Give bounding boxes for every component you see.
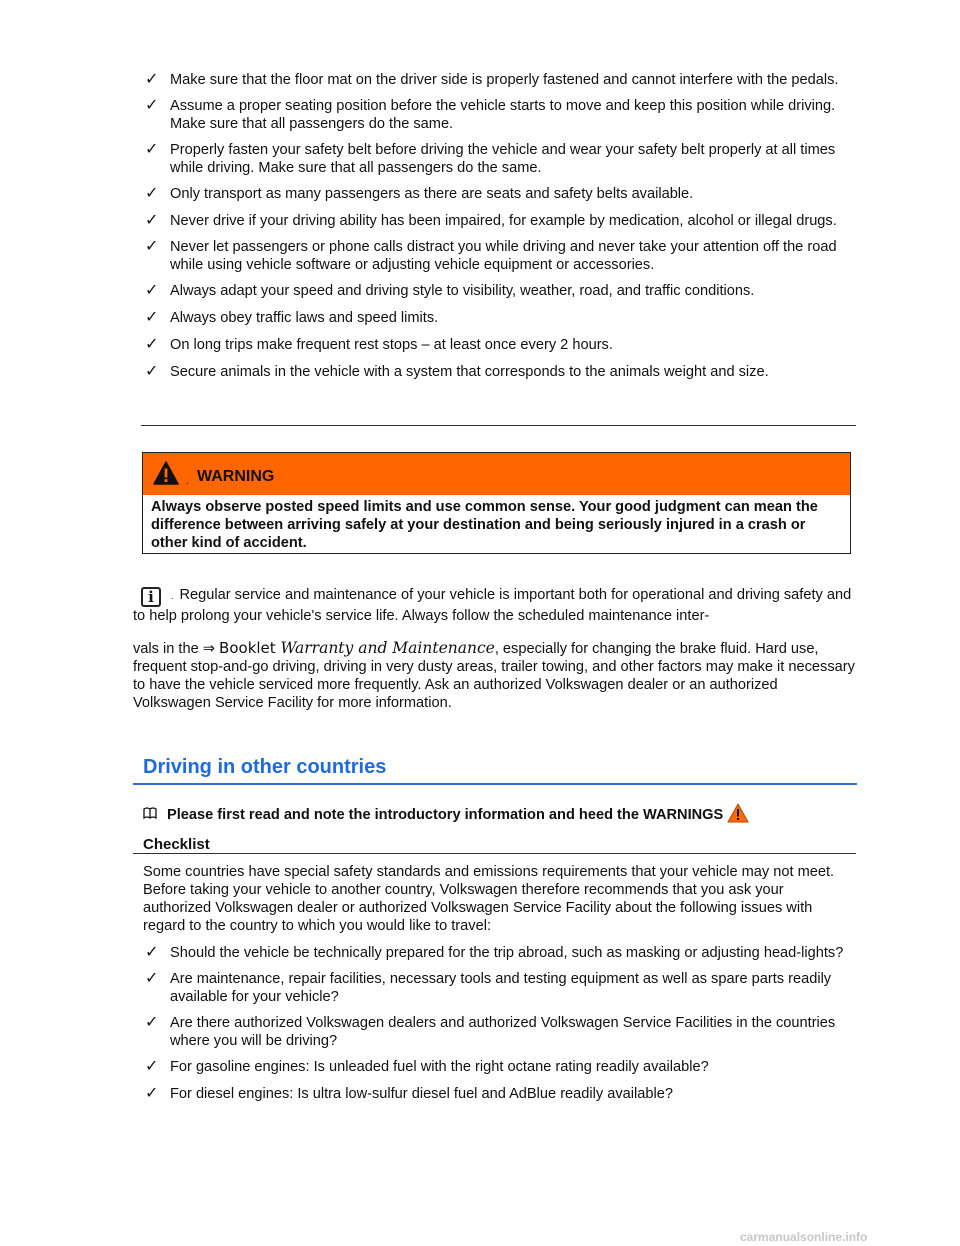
list-item-text: Never drive if your driving ability has been impaired, for example by medication, alcohol or illegal drugs. <box>170 213 837 229</box>
checkmark-icon: ✓ <box>145 363 159 380</box>
list-item-text: Only transport as many passengers as there are seats and safety belts available. <box>170 186 694 202</box>
warning-dot: . <box>186 476 189 487</box>
warning-box <box>142 452 851 554</box>
list-item <box>133 282 855 300</box>
divider <box>141 425 856 426</box>
warning-title: WARNING <box>197 468 275 485</box>
list-item <box>133 336 855 354</box>
list-item <box>133 141 855 177</box>
checkmark-icon: ✓ <box>145 1014 159 1031</box>
subheading-checklist: Checklist <box>143 836 210 853</box>
list-item-text: Assume a proper seating position before the vehicle starts to move and keep this position while driving. Make sure that all passengers do the same. <box>170 98 836 132</box>
list-item <box>133 309 855 327</box>
list-item <box>133 363 855 381</box>
note-text-1: Regular service and maintenance of your vehicle is important both for operational and driving safety and to help prolong your vehicle's service life. Always follow the scheduled maintenance inter- <box>133 587 852 624</box>
list-item-text: Make sure that the floor mat on the driver side is properly fastened and cannot interfere with the pedals. <box>170 72 839 88</box>
booklet-title[interactable]: Warranty and Maintenance <box>280 639 495 657</box>
list-item-text: On long trips make frequent rest stops – at least once every 2 hours. <box>170 337 613 353</box>
caution-triangle-icon[interactable] <box>727 803 749 823</box>
section-title: Driving in other countries <box>143 756 387 778</box>
intro-text: Please first read and note the introductory information and heed the WARNINGS <box>167 807 724 823</box>
list-item <box>133 238 855 274</box>
checkmark-icon: ✓ <box>145 970 159 987</box>
list-item-text: Are maintenance, repair facilities, necessary tools and testing equipment as well as spare parts readily available for your vehicle? <box>170 971 832 1005</box>
checkmark-icon: ✓ <box>145 141 159 158</box>
checkmark-icon: ✓ <box>145 944 159 961</box>
list-item-text: Always obey traffic laws and speed limits. <box>170 310 439 326</box>
note-text-prefix: vals in the ⇒ <box>133 641 220 657</box>
checkmark-icon: ✓ <box>145 97 159 114</box>
checkmark-icon: ✓ <box>145 1058 159 1075</box>
checkmark-icon: ✓ <box>145 185 159 202</box>
note-text-2: , especially for changing the brake fluid. Hard use, frequent stop-and-go driving, driving in very dusty areas, trailer towing, and other factors may make it necessary to have the vehicle serviced more frequently. Ask an authorized Volkswagen dealer or an authorized Volkswagen Service Facility for more information. <box>133 641 855 711</box>
list-item-text: Should the vehicle be technically prepared for the trip abroad, such as masking or adjusting head-lights? <box>170 945 844 961</box>
subhead-divider <box>133 853 856 854</box>
checkmark-icon: ✓ <box>145 212 159 229</box>
intro-line <box>143 803 857 824</box>
list-item <box>133 970 855 1006</box>
info-note <box>133 586 855 712</box>
list-item-text: Properly fasten your safety belt before driving the vehicle and wear your safety belt properly at all times while driving. Make sure that all passengers do the same. <box>170 142 836 176</box>
note-dot: . <box>171 591 174 601</box>
checkmark-icon: ✓ <box>145 309 159 326</box>
checkmark-icon: ✓ <box>145 1085 159 1102</box>
book-icon <box>143 807 157 819</box>
list-item <box>133 71 855 89</box>
checkmark-icon: ✓ <box>145 336 159 353</box>
list-item-text: For diesel engines: Is ultra low-sulfur diesel fuel and AdBlue readily available? <box>170 1086 673 1102</box>
list-item <box>133 1058 855 1076</box>
list-item <box>133 97 855 133</box>
checkmark-icon: ✓ <box>145 71 159 88</box>
list-item-text: For gasoline engines: Is unleaded fuel with the right octane rating readily available? <box>170 1059 709 1075</box>
section-divider <box>133 783 857 785</box>
list-item-text: Never let passengers or phone calls distract you while driving and never take your attention off the road while using vehicle software or adjusting vehicle equipment or accessories. <box>170 239 837 273</box>
checkmark-icon: ✓ <box>145 282 159 299</box>
list-item-text: Secure animals in the vehicle with a system that corresponds to the animals weight and size. <box>170 364 769 380</box>
warning-header <box>143 453 850 495</box>
warning-text: Always observe posted speed limits and use common sense. Your good judgment can mean the difference between arriving safely at your destination and being seriously injured in a crash or other kind of accident. <box>151 499 818 551</box>
warning-triangle-icon <box>153 461 179 485</box>
list-item <box>133 185 855 203</box>
travel-checklist <box>133 944 855 1112</box>
list-item-text: Are there authorized Volkswagen dealers and authorized Volkswagen Service Facilities in the countries where you will be driving? <box>170 1015 836 1049</box>
safety-checklist <box>133 71 855 390</box>
info-icon: i <box>141 587 161 607</box>
booklet-link[interactable]: Booklet <box>219 639 281 657</box>
list-item <box>133 1014 855 1050</box>
list-item <box>133 944 855 962</box>
list-item <box>133 1085 855 1103</box>
list-item <box>133 212 855 230</box>
body-paragraph: Some countries have special safety standards and emissions requirements that your vehicle may not meet. Before taking your vehicle to another country, Volkswagen therefore recommends that you ask your authorized Volkswagen dealer or authorized Volkswagen Service Facility about the following issues with regard to the country to which you would like to travel: <box>143 864 835 934</box>
checkmark-icon: ✓ <box>145 238 159 255</box>
watermark-footer: carmanualsonline.info <box>740 1230 868 1244</box>
list-item-text: Always adapt your speed and driving style to visibility, weather, road, and traffic conditions. <box>170 283 755 299</box>
